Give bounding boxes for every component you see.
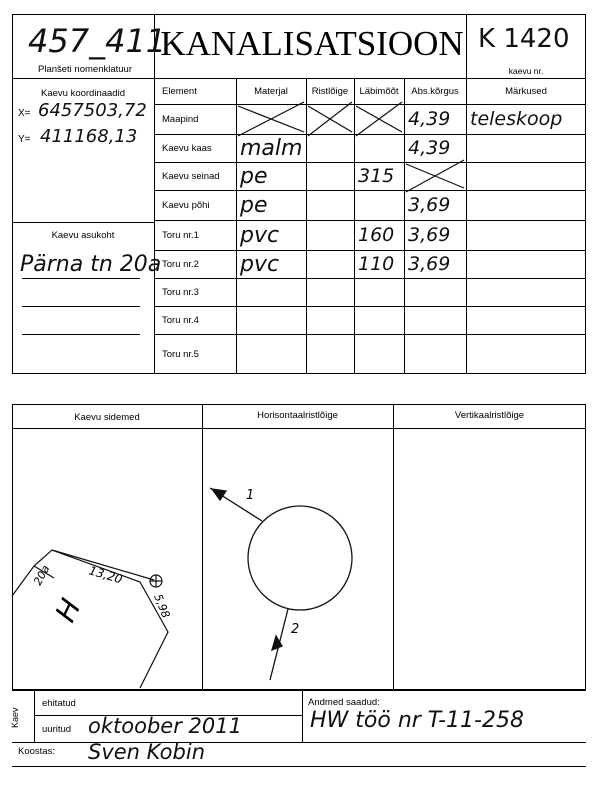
table-cell-element: Maapind	[162, 113, 199, 125]
author-label: Koostas:	[18, 746, 55, 757]
sheet-number: 457_411	[28, 22, 167, 60]
pipe-1-label: 1	[246, 488, 255, 503]
table-cell-abs: 3,69	[408, 224, 451, 246]
table-cell-diameter: 160	[358, 224, 395, 246]
well-id-label: kaevu nr.	[508, 66, 544, 76]
table-cell-abs: 3,69	[408, 194, 451, 216]
table-cell-abs: 4,39	[408, 108, 451, 130]
distance-1-label: 13,20	[87, 563, 125, 587]
table-cell-element: Kaevu kaas	[162, 142, 212, 154]
well-id: K 1420	[478, 24, 570, 54]
author-value: Sven Kobin	[88, 740, 206, 764]
table-header-cell: Märkused	[505, 85, 547, 97]
location-value: Pärna tn 20a	[20, 252, 162, 277]
table-cell-material: pe	[240, 192, 268, 218]
table-cell-diameter: 315	[358, 165, 395, 187]
table-cell-material: pe	[240, 163, 268, 189]
table-header-cell: Element	[162, 85, 197, 97]
table-cell-diameter: 110	[358, 253, 395, 275]
table-cell-element: Kaevu seinad	[162, 170, 220, 182]
table-cell-material: malm	[240, 135, 303, 161]
links-label: Kaevu sidemed	[74, 412, 140, 423]
table-cell-abs: 4,39	[408, 137, 451, 159]
page-title: KANALISATSIOON	[160, 24, 464, 63]
table-cell-note: teleskoop	[470, 108, 563, 130]
pipe-2-label: 2	[291, 622, 300, 637]
source-label: Andmed saadud:	[308, 697, 380, 708]
table-cell-element: Toru nr.2	[162, 258, 199, 270]
table-cell-element: Toru nr.5	[162, 348, 199, 360]
well-circle	[248, 506, 352, 610]
vertical-label: Vertikaalristlõige	[454, 410, 525, 421]
table-cell-element: Toru nr.3	[162, 286, 199, 298]
horizontal-label: Horisontaalristlõige	[257, 410, 338, 421]
table-header-cell: Läbimõõt	[359, 85, 399, 97]
y-coordinate: 411168,13	[40, 126, 138, 147]
x-coordinate: 6457503,72	[38, 100, 147, 121]
table-header-cell: Materjal	[254, 85, 288, 97]
surveyed-label: uuritud	[42, 724, 72, 735]
table-cell-element: Toru nr.4	[162, 314, 199, 326]
location-label: Kaevu asukoht	[51, 230, 115, 241]
x-prefix: X=	[18, 108, 31, 119]
table-header-cell: Abs.kõrgus	[411, 85, 459, 97]
table-cell-element: Toru nr.1	[162, 229, 199, 241]
surveyed-value: oktoober 2011	[88, 714, 242, 738]
table-header-cell: Ristlõige	[311, 85, 349, 97]
sheet-label: Planšeti nomenklatuur	[38, 64, 132, 75]
source-value: HW töö nr T-11-258	[310, 708, 524, 733]
bottom-line	[12, 766, 586, 767]
built-label: ehitatud	[42, 698, 76, 709]
horizontal-sketch	[210, 488, 352, 680]
pipe-1-arrow-icon	[212, 489, 226, 500]
distance-2-label: 5,98	[151, 592, 173, 620]
house-code-label: H	[48, 593, 88, 628]
table-cell-element: Kaevu põhi	[162, 199, 210, 211]
y-prefix: Y=	[18, 134, 31, 145]
well-side-label: Kaev	[10, 707, 20, 728]
coordinates-label: Kaevu koordinaadid	[41, 88, 125, 99]
table-cell-material: pvc	[240, 222, 280, 248]
table-cell-material: pvc	[240, 251, 280, 277]
house-number-label: 20a	[31, 562, 53, 588]
table-cell-abs: 3,69	[408, 253, 451, 275]
